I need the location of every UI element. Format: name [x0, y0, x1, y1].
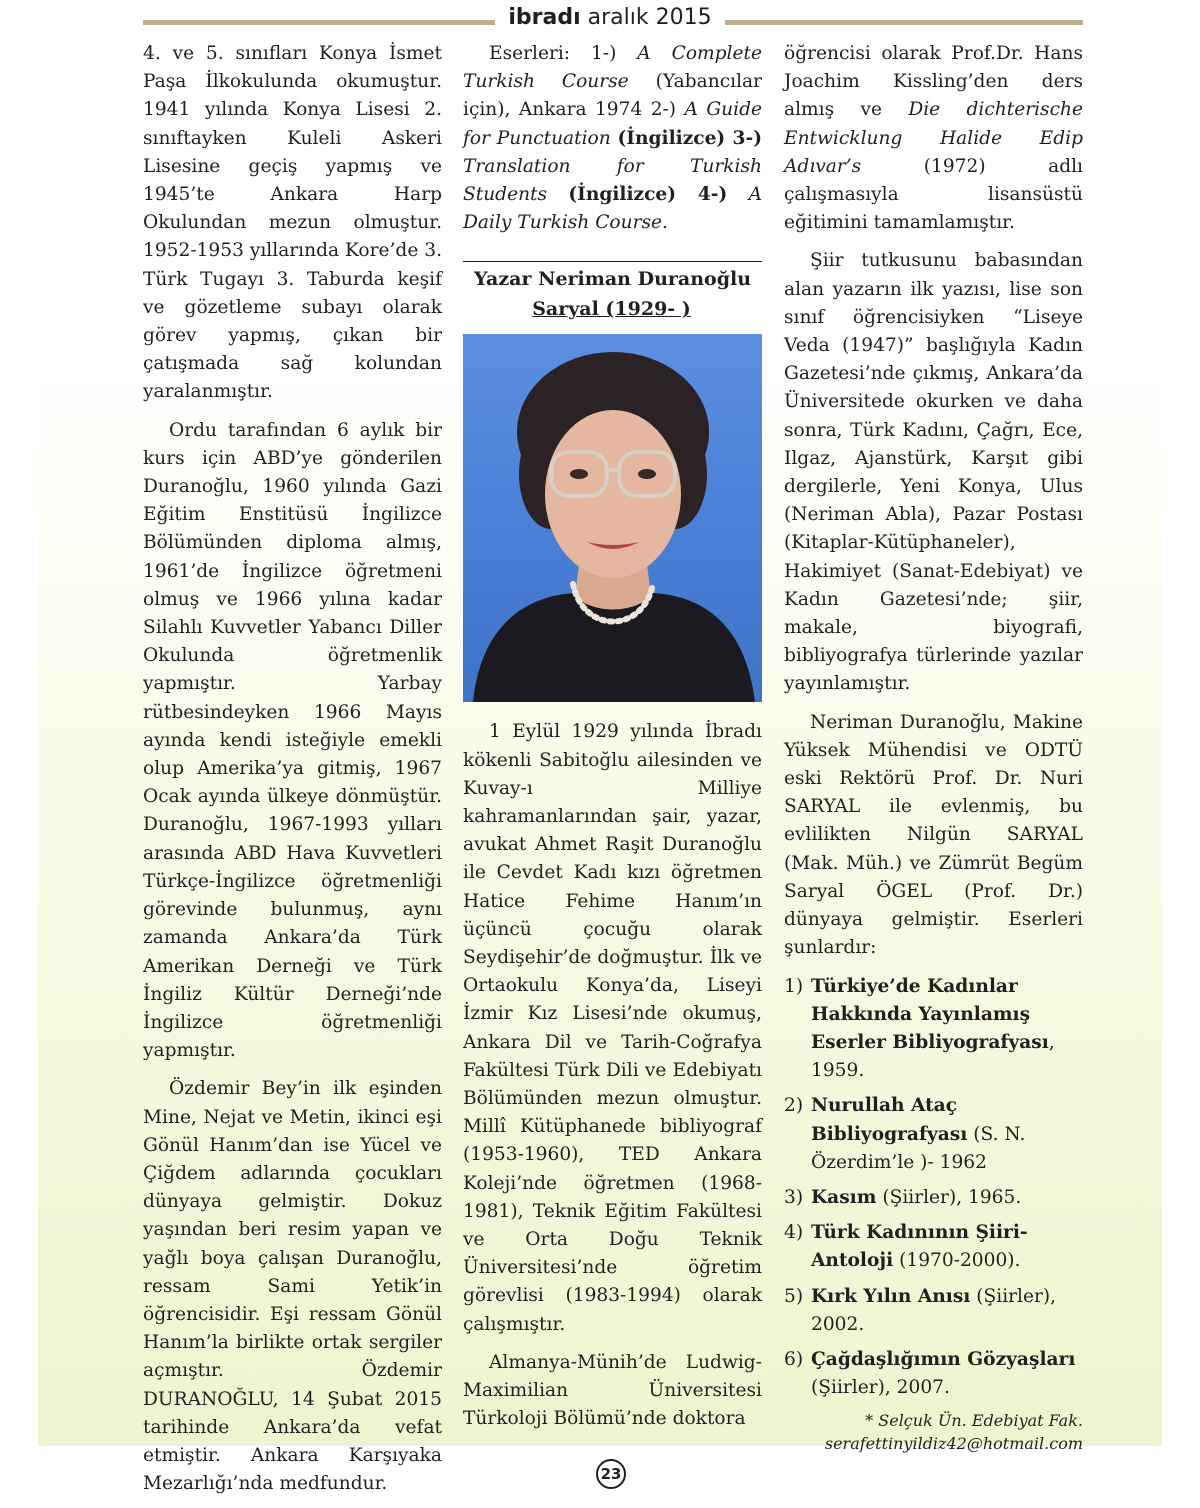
column-2 [463, 40, 762, 1444]
list-item: 5) Kırk Yılın Anısı (Şiirler), 2002. [784, 1285, 1057, 1335]
issue-date: aralık 2015 [587, 5, 712, 30]
paragraph: Özdemir Bey’in ilk eşinden Mine, Nejat ve Metin, ikinci eşi Gönül Hanım’dan ise Yücel ve Çiğdem adlarında çocukları dünyaya gelmiştir. Dokuz yaşından beri resim yapan ve yağlı boya çalışan Duranoğlu, ressam Sami Yetik’in öğrencisidir. Eşi ressam Gönül Hanım’la birlikte ortak sergiler açmıştır. Özdemir DURANOĞLU, 14 Şubat 2015 tarihinde Ankara’da vefat etmiştir. Ankara Karşıyaka Mezarlığı’nda medfundur. [143, 1078, 442, 1495]
list-item: 3) Kasım (Şiirler), 1965. [784, 1186, 1022, 1208]
paragraph: Ordu tarafından 6 aylık bir kurs için ABD’ye gönderilen Duranoğlu, 1960 yılında Gazi Eğitim Enstitüsü İngilizce Bölümünden diploma almış, 1961’de İngilizce öğretmeni olmuş ve 1966 yılına kadar Silahlı Kuvvetler Yabancı Diller Okulunda öğretmenlik yapmıştır. Yarbay rütbesindeyken 1966 Mayıs ayında kendi isteğiyle emekli olup Amerika’ya gitmiş, 1967 Ocak ayında ülkeye dönmüştür. Duranoğlu, 1967-1993 yılları arasında ABD Hava Kuvvetleri Türkçe-İngilizce öğretmenliği görevinde bulunmuş, aynı zamanda Ankara’da Türk Amerikan Derneği ve Türk İngiliz Kültür Derneği’nde İngilizce öğretmenliği yapmıştır. [143, 419, 442, 1062]
text-run: öğrencisi olarak Prof.Dr. Hans Joachim Kissling’den ders almış ve [784, 43, 1083, 121]
paragraph: Neriman Duranoğlu, Makine Yüksek Mühendisi ve ODTÜ eski Rektörü Prof. Dr. Nuri SARYAL ile evlenmiş, bu evlilikten Nilgün SARYAL (Mak. Müh.) ve Zümrüt Begüm Saryal ÖGEL (Prof. Dr.) dünyaya gelmiştir. Eserleri şunlardır: [784, 711, 1083, 959]
author-footnote [784, 1409, 1083, 1455]
work-note: (İngilizce) 3-) [617, 127, 762, 149]
work-title: A Complete Turkish Course [463, 43, 762, 93]
thesis-title: Die dichterische Entwicklung Halide Edip Adıvar’s [784, 99, 1083, 177]
footnote-email: serafettinyildiz42@hotmail.com [824, 1434, 1083, 1454]
paragraph: 4. ve 5. sınıfları Konya İsmet Paşa İlkokulunda okumuştur. 1941 yılında Konya Lisesi 2. sınıftayken Kuleli Askeri Lisesine geçiş yapmış ve 1945’te Ankara Harp Okulundan mezun olmuştur. 1952-1953 yıllarında Kore’de 3. Türk Tugayı 3. Taburda keşif ve gözetleme subayı olarak görev yapmış, çıkan bir çatışmada sağ kolundan yaralanmıştır. [143, 43, 442, 403]
work-note: (İngilizce) 4-) [568, 184, 728, 206]
page-number: 23 [596, 1459, 626, 1489]
page-header [143, 4, 1083, 34]
paragraph [784, 40, 1083, 237]
section-title-line-2: Saryal (1929- ) [532, 298, 691, 321]
works-intro: Eserleri: 1-) [489, 43, 617, 64]
portrait-illustration [463, 334, 762, 702]
column-1 [143, 40, 442, 1508]
work-title: Translation for Turkish Students [463, 155, 762, 206]
works-list [784, 973, 1083, 1403]
header-rule-right [725, 20, 1083, 25]
footnote-affiliation: * Selçuk Ün. Edebiyat Fak. [865, 1411, 1083, 1431]
header-title [495, 4, 725, 32]
list-item: 1) Türkiye’de Kadınlar Hakkında Yayınlamış Eserler Bibliyografyası, 1959. [784, 975, 1055, 1082]
works-paragraph [463, 40, 762, 237]
list-item: 2) Nurullah Ataç Bibliyografyası (S. N. Özerdim’le )- 1962 [784, 1095, 1026, 1173]
author-portrait-photo [463, 334, 762, 702]
paragraph: Şiir tutkusunu babasından alan yazarın ilk yazısı, lise son sınıf öğrencisiyken “Liseye Veda (1947)” başlığıyla Kadın Gazetesi’nde çıkmış, Ankara’da Üniversitede okurken ve daha sonra, Türk Kadını, Çağrı, Ece, Ilgaz, Ajanstürk, Karşıt gibi dergilerle, Yeni Konya, Ulus (Neriman Abla), Pazar Postası (Kitaplar-Kütüphaneler), Hakimiyet (Sanat-Edebiyat) ve Kadın Gazetesi’nde; şiir, makale, biyografi, bibliyografya türlerinde yazılar yayınlamıştır. [784, 250, 1083, 695]
header-rule-left [143, 20, 495, 25]
text-run: (1972) adlı çalışmasıyla lisansüstü eğitimini tamamlamıştır. [784, 155, 1083, 234]
work-note: (Yabancılar için), Ankara 1974 2-) [463, 71, 762, 121]
section-title-line-1: Yazar Neriman Duranoğlu [473, 268, 752, 291]
section-title [463, 261, 762, 324]
work-title: A Daily Turkish Course. [463, 184, 762, 234]
paragraph: 1 Eylül 1929 yılında İbradı kökenli Sabitoğlu ailesinden ve Kuvay-ı Milliye kahramanlarından şair, yazar, avukat Ahmet Raşit Duranoğlu ile Cevdet Kadı kızı öğretmen Hatice Fehime Hanım’ın üçüncü çocuğu olarak Seydişehir’de doğmuştur. İlk ve Ortaokulu Konya’da, Liseyi İzmir Kız Lisesi’nde okumuş, Ankara Dil ve Tarih-Coğrafya Fakültesi Türk Dili ve Edebiyatı Bölümünden mezun olmuştur. Millî Kütüphanede bibliyograf (1953-1960), TED Ankara Koleji’nde öğretmen (1968-1981), Teknik Eğitim Fakültesi ve Orta Doğu Teknik Üniversitesi’nde öğretim görevlisi (1983-1994) olarak çalışmıştır. [463, 721, 762, 1335]
list-item: 6) Çağdaşlığımın Gözyaşları (Şiirler), 2007. [784, 1348, 1076, 1399]
paragraph: Almanya-Münih’de Ludwig-Maximilian Üniversitesi Türkoloji Bölümü’nde doktora [463, 1351, 762, 1430]
work-title: A Guide for Punctuation [463, 99, 762, 149]
magazine-name: ibradı [508, 5, 581, 30]
column-3 [784, 40, 1083, 1455]
list-item: 4) Türk Kadınının Şiiri-Antoloji (1970-2000). [784, 1222, 1028, 1272]
